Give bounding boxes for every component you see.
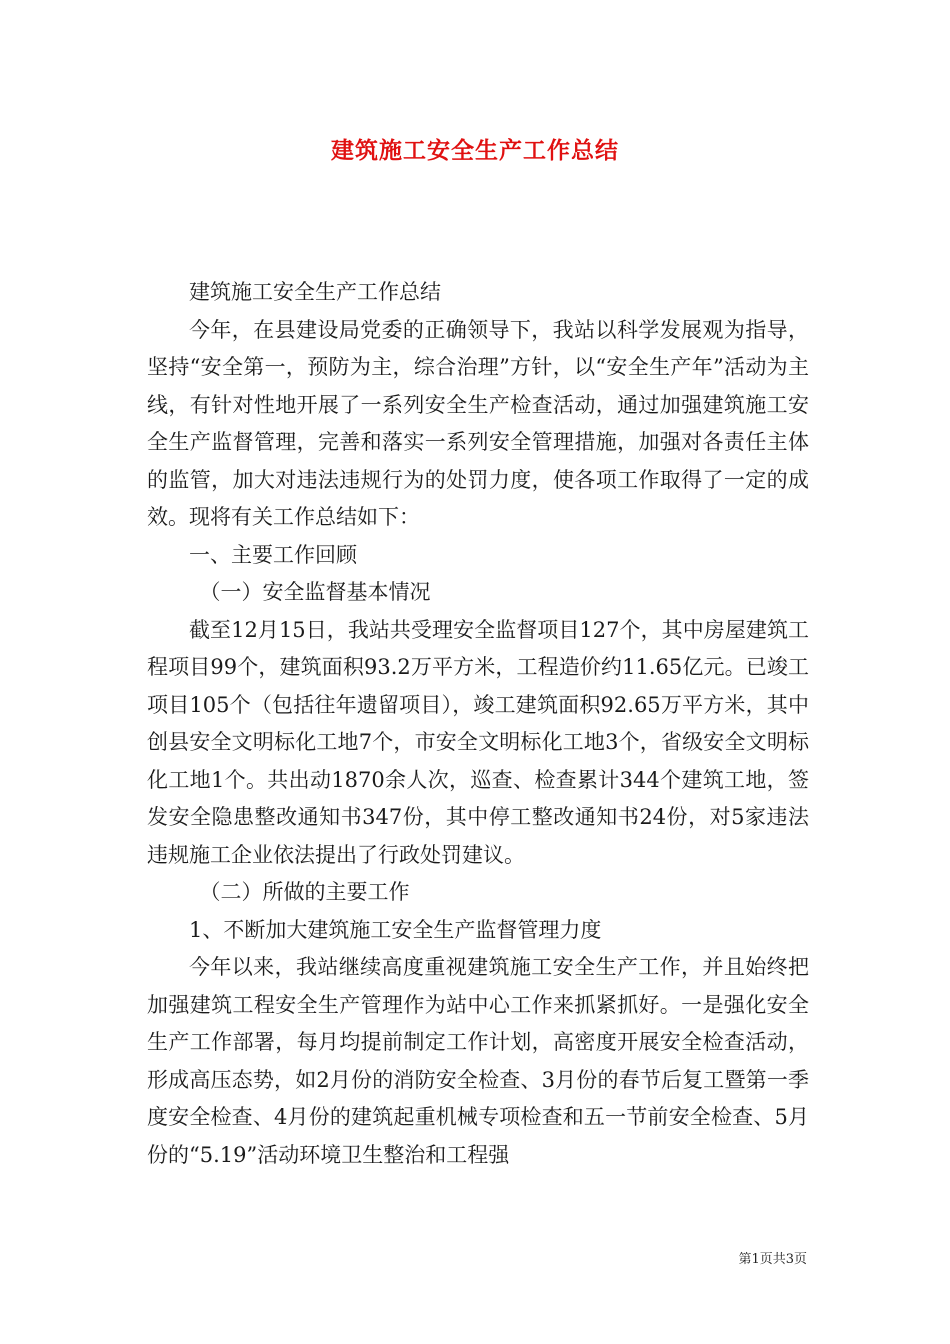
- intro-paragraph: 今年，在县建设局党委的正确领导下，我站以科学发展观为指导，坚持“安全第一，预防为主，综合治理”方针，以“安全生产年”活动为主线，有针对性地开展了一系列安全生产检查活动，通过加强建筑施工安全生产监督管理，完善和落实一系列安全管理措施，加强对各责任主体的监管，加大对违法违规行为的处罚力度，使各项工作取得了一定的成效。现将有关工作总结如下：: [147, 317, 809, 529]
- document-body: [147, 274, 809, 1174]
- subsection-heading-1: （一）安全监督基本情况: [199, 580, 431, 604]
- page-number: 第1页共3页: [738, 1252, 807, 1267]
- item-heading-1: 1、不断加大建筑施工安全生产监督管理力度: [189, 917, 602, 942]
- work-paragraph: 今年以来，我站继续高度重视建筑施工安全生产工作，并且始终把加强建筑工程安全生产管理作为站中心工作来抓紧抓好。一是强化安全生产工作部署，每月均提前制定工作计划，高密度开展安全检查活动，形成高压态势，如2月份的消防安全检查、3月份的春节后复工暨第一季度安全检查、4月份的建筑起重机械专项检查和五一节前安全检查、5月份的“5.19”活动环境卫生整治和工程强: [147, 955, 809, 1167]
- section-heading-1: 一、主要工作回顾: [189, 542, 357, 567]
- subsection-heading-2: （二）所做的主要工作: [199, 880, 410, 904]
- subtitle-paragraph: 建筑施工安全生产工作总结: [189, 280, 441, 304]
- statistics-paragraph: 截至12月15日，我站共受理安全监督项目127个，其中房屋建筑工程项目99个，建筑面积93.2万平方米，工程造价约11.65亿元。已竣工项目105个（包括往年遗留项目），竣工建筑面积92.65万平方米，其中创县安全文明标化工地7个，市安全文明标化工地3个，省级安全文明标化工地1个。共出动1870余人次，巡查、检查累计344个建筑工地，签发安全隐患整改通知书347份，其中停工整改通知书24份，对5家违法违规施工企业依法提出了行政处罚建议。: [147, 617, 809, 867]
- page-title: 建筑施工安全生产工作总结: [331, 137, 619, 164]
